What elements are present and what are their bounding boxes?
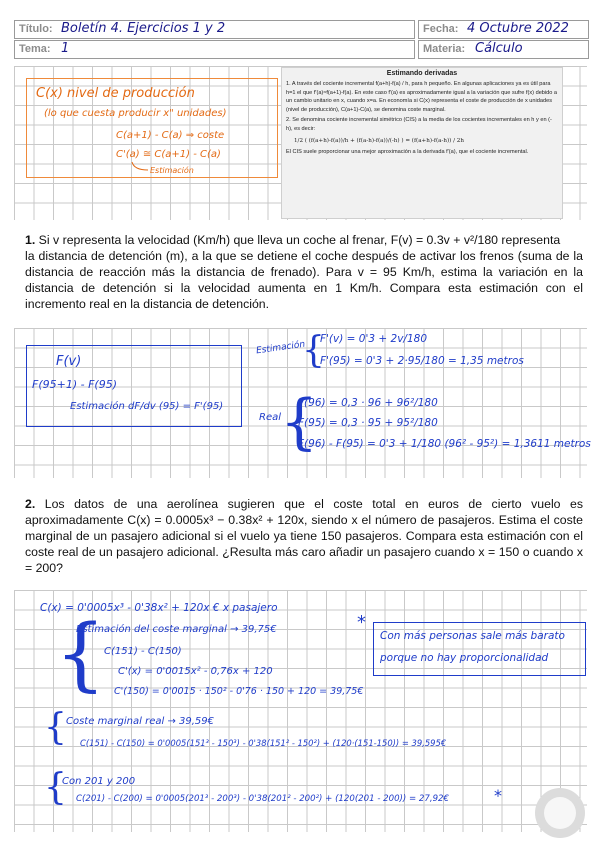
solution-2-cost-function: C(x) = 0'0005x³ - 0'38x² + 120x € x pasajero <box>40 602 278 614</box>
solution-2-real-1: C(151) - C(150) = 0'0005(151³ - 150³) - 0'38(151² - 150²) + (120·(151-150)) = 39,595€ <box>80 738 447 748</box>
problem-1-text <box>25 232 583 312</box>
solution-1-box-line-2: F(95+1) - F(95) <box>32 378 117 391</box>
solution-1-estimacion-label: Estimación <box>255 339 306 357</box>
materia-field <box>418 40 589 59</box>
solution-2-comp-1: C(201) - C(200) = 0'0005(201³ - 200³) - 0'38(201² - 200²) + (120(201 - 200)) = 27,92€ <box>76 794 449 804</box>
fecha-value: 4 Octubre 2022 <box>467 21 569 36</box>
intro-line-2: (lo que cuesta producir x" unidades) <box>44 108 227 119</box>
problem-1-number: 1. <box>25 233 36 247</box>
problem-1-text-a: Si v representa la velocidad (Km/h) que lleva un coche al frenar, F(v) = 0.3v + v²/180 representa <box>35 233 561 247</box>
titulo-value: Boletín 4. Ejercicios 1 y 2 <box>61 21 226 36</box>
solution-2-asterisk-top: * <box>357 612 366 633</box>
tema-label: Tema: <box>19 43 51 55</box>
solution-2-est-title: Estimación del coste marginal → 39,75€ <box>76 624 277 635</box>
intro-line-1: C(x) nivel de producción <box>36 86 195 101</box>
solution-1-box-line-1: F(v) <box>56 354 82 369</box>
theory-p3: El CIS suele proporcionar una mejor aproximación a la derivada f'(a), que el cociente incremental. <box>286 149 529 156</box>
tema-field <box>14 40 415 59</box>
real-brace-2: { <box>44 707 67 748</box>
solution-2-est-3: C'(150) = 0'0015 · 150² - 0'76 · 150 + 120 = 39,75€ <box>114 686 364 697</box>
theory-formula: 1/2 ( (f(a+h)-f(a))/h + (f(a-h)-f(a))/(-h) ) = (f(a+h)-f(a-h)) / 2h <box>294 137 464 144</box>
real-brace: { <box>280 387 319 457</box>
solution-1-est-2: F'(95) = 0'3 + 2·95/180 = 1,35 metros <box>320 355 524 367</box>
solution-1-real-1: F(96) = 0,3 · 96 + 96²/180 <box>298 397 438 409</box>
problem-2-number: 2. <box>25 497 36 511</box>
tema-value: 1 <box>61 41 70 56</box>
fecha-label: Fecha: <box>423 23 459 35</box>
conclusion-line-2: porque no hay proporcionalidad <box>380 652 549 664</box>
estimacion-brace: { <box>302 330 325 371</box>
solution-1-real-label: Real <box>259 412 282 423</box>
intro-line-3: C(a+1) - C(a) ⇒ coste <box>116 130 225 141</box>
theory-title: Estimando derivadas <box>386 70 458 77</box>
estimacion-brace-2: { <box>55 607 106 700</box>
titulo-field <box>14 20 415 39</box>
comparison-brace: { <box>44 767 67 808</box>
materia-label: Materia: <box>423 43 466 55</box>
solution-1-real-2: F(95) = 0,3 · 95 + 95²/180 <box>298 417 438 429</box>
solution-1-est-1: F'(v) = 0'3 + 2v/180 <box>320 333 427 345</box>
conclusion-line-1: Con más personas sale más barato <box>380 630 565 642</box>
estimacion-arrow <box>128 160 168 174</box>
theory-p1: 1. A través del cociente incremental f(a+h)-f(a) / h, para h pequeño. En algunas aplicaciones ya es útil para h=1 el que f'(a)≈f(a+1)-f(a). En este caso f'(a) es aproximadamente igual a la variación que sufre f(x) debido a un cambio unitario en x, cuando x=a. En economía si C(x) representa el coste de producción de x unidades (nivel de producción), C(a+1)-C(a), se denomina coste marginal. <box>286 81 558 113</box>
solution-2-comp-title: Con 201 y 200 <box>62 776 136 787</box>
theory-p2: 2. Se denomina cociente incremental simétrico (CIS) a la media de los cocientes incrementales en h y en (-h), es decir: <box>286 117 552 132</box>
fecha-field <box>418 20 589 39</box>
solution-2-asterisk-bottom: * <box>494 786 502 805</box>
titulo-label: Título: <box>19 23 53 35</box>
materia-value: Cálculo <box>475 41 523 56</box>
problem-1-text-b: la distancia de detención (m), a la que se detiene el coche después de activar los frenos (suma de la distancia de reacción más la distancia de frenado). Para v = 95 Km/h, estima la variación en la distancia de detención si la velocidad aumenta en 1 Km/h. Compara esta estimación con el incremento real en la distancia de detención. <box>25 249 583 311</box>
problem-2-text <box>25 496 583 576</box>
solution-1-box-line-3: Estimación dF/dv (95) = F'(95) <box>70 401 224 412</box>
intro-line-5: Estimación <box>150 166 194 175</box>
corner-decoration <box>520 778 600 848</box>
solution-2-est-2: C'(x) = 0'0015x² - 0,76x + 120 <box>118 666 273 677</box>
problem-2-body: Los datos de una aerolínea sugieren que el coste total en euros de cierto vuelo es aproximadamente C(x) = 0.0005x³ − 0.38x² + 120x, siendo x el número de pasajeros. Estima el coste marginal de un pasajero adicional si el vuelo ya tiene 150 pasajeros. Compara esta estimación con el coste real de un pasajero adicional. ¿Resulta más caro añadir un pasajero cuando x = 150 o cuando x = 200? <box>25 497 583 575</box>
theory-panel <box>281 67 563 219</box>
solution-1-real-3: F(96) - F(95) = 0'3 + 1/180 (96² - 95²) = 1,3611 metros <box>298 438 591 450</box>
solution-2-est-1: C(151) - C(150) <box>104 646 182 657</box>
solution-2-real-title: Coste marginal real → 39,59€ <box>66 716 214 727</box>
intro-line-4: C'(a) ≅ C(a+1) - C(a) <box>116 149 221 160</box>
